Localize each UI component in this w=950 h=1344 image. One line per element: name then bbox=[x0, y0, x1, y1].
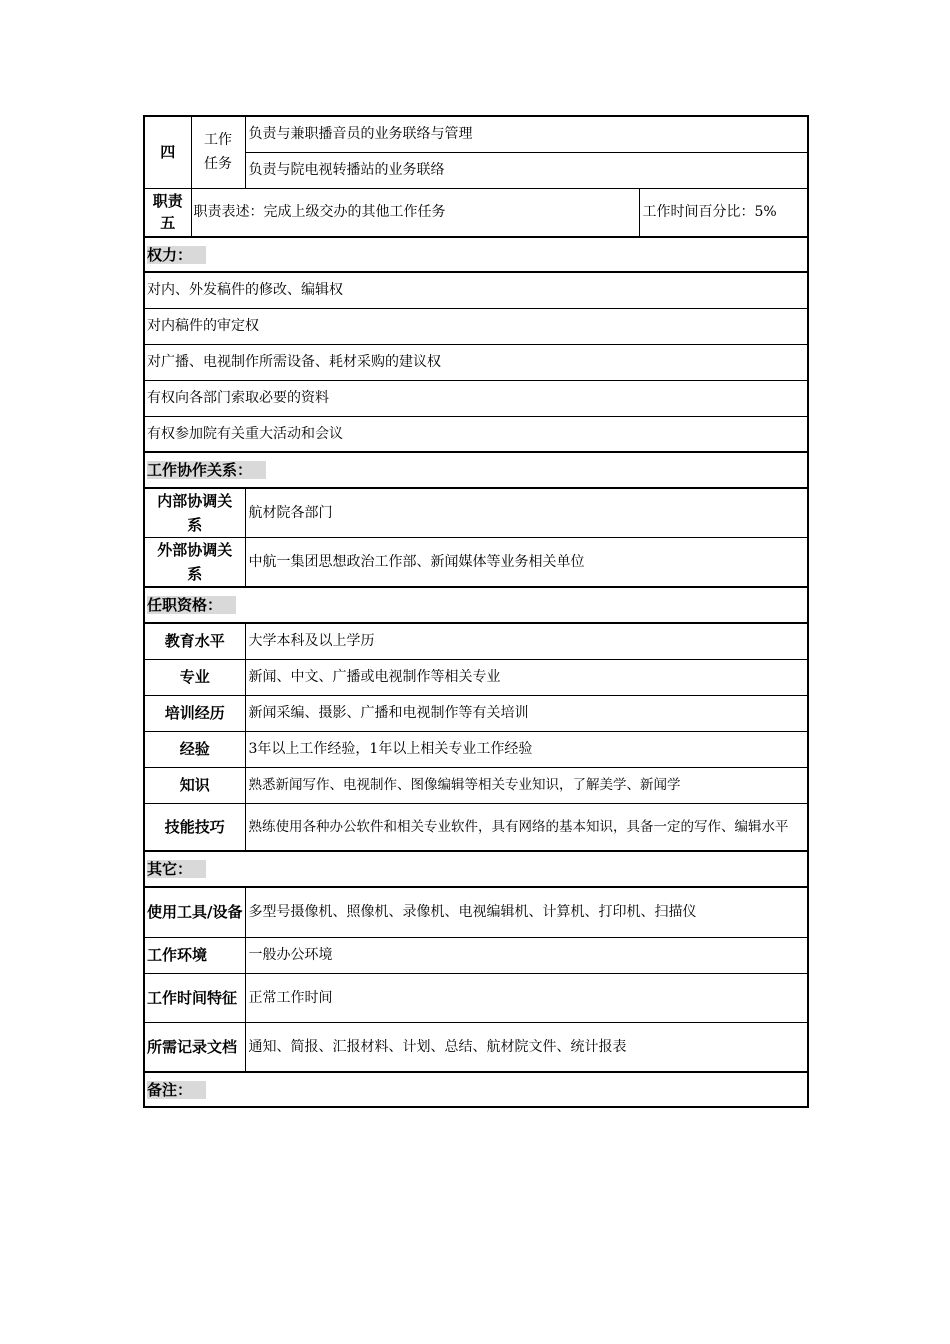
relations-row-external bbox=[144, 538, 808, 588]
qualification-value: 熟悉新闻写作、电视制作、图像编辑等相关专业知识，了解美学、新闻学 bbox=[245, 767, 808, 803]
qualification-label: 经验 bbox=[144, 731, 245, 767]
others-label: 工作时间特征 bbox=[144, 973, 245, 1022]
duty5-time-percent: 工作时间百分比：5% bbox=[639, 188, 808, 237]
qualification-value: 3年以上工作经验，1年以上相关专业工作经验 bbox=[245, 731, 808, 767]
relations-label: 内部协调关系 bbox=[144, 488, 245, 538]
authority-title: 权力： bbox=[147, 246, 206, 264]
others-label: 使用工具/设备 bbox=[144, 887, 245, 937]
relations-label: 外部协调关系 bbox=[144, 538, 245, 588]
duty4-task-row-1 bbox=[144, 116, 808, 152]
qualification-label: 培训经历 bbox=[144, 695, 245, 731]
relations-row-internal bbox=[144, 488, 808, 538]
others-value: 多型号摄像机、照像机、录像机、电视编辑机、计算机、打印机、扫描仪 bbox=[245, 887, 808, 937]
authority-item-text: 对广播、电视制作所需设备、耗材采购的建议权 bbox=[144, 344, 808, 380]
others-value: 一般办公环境 bbox=[245, 937, 808, 973]
qualification-value: 新闻采编、摄影、广播和电视制作等有关培训 bbox=[245, 695, 808, 731]
authority-item-text: 有权参加院有关重大活动和会议 bbox=[144, 416, 808, 452]
qualification-label: 技能技巧 bbox=[144, 803, 245, 851]
qualification-label: 知识 bbox=[144, 767, 245, 803]
job-description-table bbox=[143, 115, 809, 1108]
qualification-label: 教育水平 bbox=[144, 623, 245, 659]
duty4-number: 四 bbox=[144, 116, 191, 188]
others-label: 工作环境 bbox=[144, 937, 245, 973]
qualification-row bbox=[144, 803, 808, 851]
qualification-label: 专业 bbox=[144, 659, 245, 695]
relations-section-header bbox=[144, 452, 808, 488]
others-row bbox=[144, 1022, 808, 1072]
qualification-row bbox=[144, 767, 808, 803]
qualification-row bbox=[144, 623, 808, 659]
authority-item bbox=[144, 344, 808, 380]
relations-title: 工作协作关系： bbox=[147, 461, 266, 479]
qualification-value: 大学本科及以上学历 bbox=[245, 623, 808, 659]
authority-item bbox=[144, 308, 808, 344]
duty4-task-label: 工作任务 bbox=[191, 116, 245, 188]
others-value: 通知、简报、汇报材料、计划、总结、航材院文件、统计报表 bbox=[245, 1022, 808, 1072]
duty4-task-1: 负责与兼职播音员的业务联络与管理 bbox=[245, 116, 808, 152]
qualification-row bbox=[144, 695, 808, 731]
authority-item bbox=[144, 380, 808, 416]
others-row bbox=[144, 937, 808, 973]
duty5-row bbox=[144, 188, 808, 237]
relations-value: 航材院各部门 bbox=[245, 488, 808, 538]
others-section-header bbox=[144, 851, 808, 887]
qualification-row bbox=[144, 731, 808, 767]
relations-value: 中航一集团思想政治工作部、新闻媒体等业务相关单位 bbox=[245, 538, 808, 588]
notes-title: 备注： bbox=[147, 1081, 206, 1099]
notes-section-header bbox=[144, 1072, 808, 1107]
duty5-description: 职责表述：完成上级交办的其他工作任务 bbox=[191, 188, 639, 237]
others-value: 正常工作时间 bbox=[245, 973, 808, 1022]
others-row bbox=[144, 973, 808, 1022]
authority-item-text: 对内稿件的审定权 bbox=[144, 308, 808, 344]
duty5-label: 职责五 bbox=[144, 188, 191, 237]
qualifications-title: 任职资格： bbox=[147, 596, 236, 614]
qualifications-section-header bbox=[144, 587, 808, 623]
authority-item bbox=[144, 272, 808, 308]
qualification-value: 熟练使用各种办公软件和相关专业软件，具有网络的基本知识，具备一定的写作、编辑水平 bbox=[245, 803, 808, 851]
others-row bbox=[144, 887, 808, 937]
qualification-value: 新闻、中文、广播或电视制作等相关专业 bbox=[245, 659, 808, 695]
job-description-sheet bbox=[143, 115, 807, 1108]
authority-item-text: 有权向各部门索取必要的资料 bbox=[144, 380, 808, 416]
authority-item-text: 对内、外发稿件的修改、编辑权 bbox=[144, 272, 808, 308]
authority-item bbox=[144, 416, 808, 452]
duty4-task-2: 负责与院电视转播站的业务联络 bbox=[245, 152, 808, 188]
others-title: 其它： bbox=[147, 860, 206, 878]
authority-section-header bbox=[144, 237, 808, 272]
qualification-row bbox=[144, 659, 808, 695]
others-label: 所需记录文档 bbox=[144, 1022, 245, 1072]
